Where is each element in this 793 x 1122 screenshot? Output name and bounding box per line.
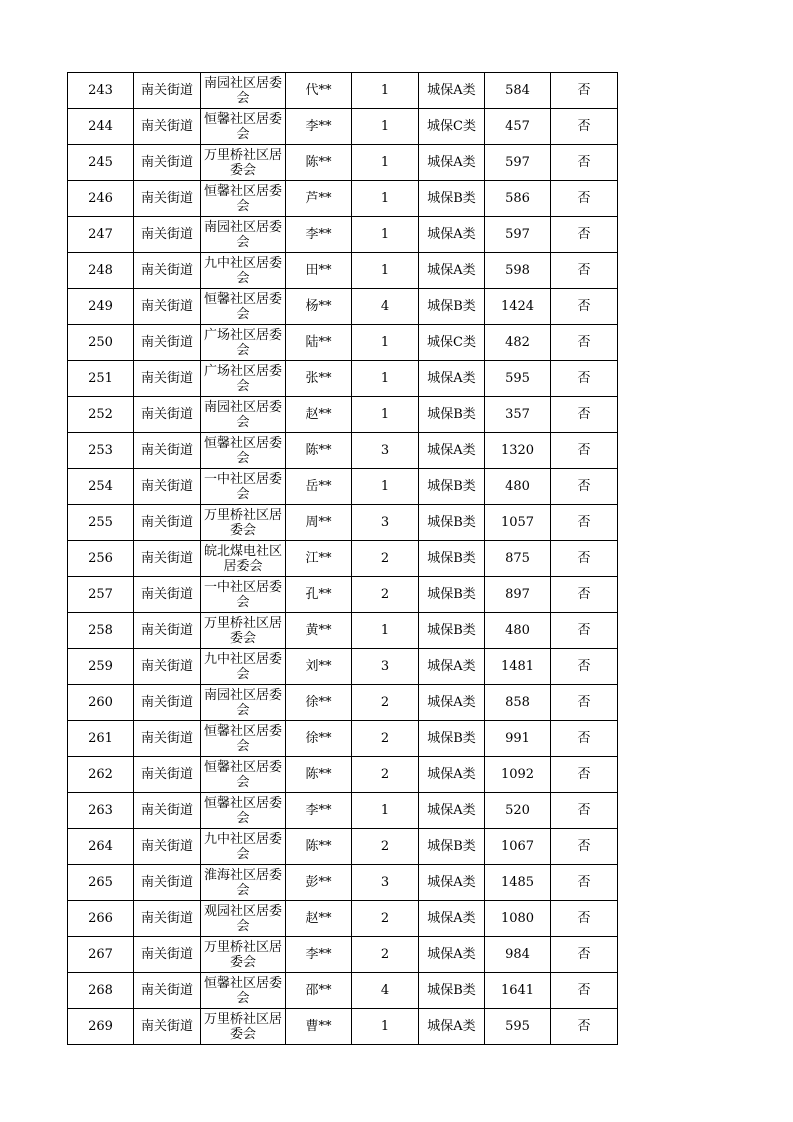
table-row bbox=[68, 433, 618, 469]
name-cell: 曹** bbox=[286, 1009, 352, 1045]
household-count-cell: 2 bbox=[352, 721, 419, 757]
street-cell: 南关街道 bbox=[134, 685, 201, 721]
name-cell: 徐** bbox=[286, 685, 352, 721]
community-cell: 九中社区居委会 bbox=[201, 253, 286, 289]
insurance-type-cell: 城保A类 bbox=[419, 253, 485, 289]
household-count-cell: 1 bbox=[352, 793, 419, 829]
flag-cell: 否 bbox=[551, 973, 618, 1009]
row-number-cell: 253 bbox=[68, 433, 134, 469]
insurance-type-cell: 城保B类 bbox=[419, 829, 485, 865]
table-row bbox=[68, 613, 618, 649]
insurance-type-cell: 城保A类 bbox=[419, 901, 485, 937]
community-cell: 万里桥社区居委会 bbox=[201, 505, 286, 541]
table-row bbox=[68, 73, 618, 109]
name-cell: 徐** bbox=[286, 721, 352, 757]
insurance-type-cell: 城保A类 bbox=[419, 361, 485, 397]
community-cell: 恒馨社区居委会 bbox=[201, 433, 286, 469]
table-row bbox=[68, 505, 618, 541]
household-count-cell: 1 bbox=[352, 613, 419, 649]
household-count-cell: 1 bbox=[352, 181, 419, 217]
table-row bbox=[68, 145, 618, 181]
household-count-cell: 4 bbox=[352, 289, 419, 325]
flag-cell: 否 bbox=[551, 361, 618, 397]
household-count-cell: 2 bbox=[352, 577, 419, 613]
amount-cell: 1481 bbox=[485, 649, 551, 685]
table-row bbox=[68, 829, 618, 865]
name-cell: 陈** bbox=[286, 145, 352, 181]
insurance-type-cell: 城保A类 bbox=[419, 1009, 485, 1045]
flag-cell: 否 bbox=[551, 577, 618, 613]
row-number-cell: 259 bbox=[68, 649, 134, 685]
amount-cell: 1641 bbox=[485, 973, 551, 1009]
name-cell: 李** bbox=[286, 109, 352, 145]
table-row bbox=[68, 937, 618, 973]
amount-cell: 480 bbox=[485, 613, 551, 649]
insurance-type-cell: 城保A类 bbox=[419, 73, 485, 109]
street-cell: 南关街道 bbox=[134, 469, 201, 505]
community-cell: 恒馨社区居委会 bbox=[201, 289, 286, 325]
table-row bbox=[68, 109, 618, 145]
row-number-cell: 250 bbox=[68, 325, 134, 361]
insurance-type-cell: 城保A类 bbox=[419, 649, 485, 685]
flag-cell: 否 bbox=[551, 541, 618, 577]
flag-cell: 否 bbox=[551, 649, 618, 685]
table-row bbox=[68, 577, 618, 613]
community-cell: 广场社区居委会 bbox=[201, 361, 286, 397]
community-cell: 一中社区居委会 bbox=[201, 469, 286, 505]
community-cell: 恒馨社区居委会 bbox=[201, 757, 286, 793]
street-cell: 南关街道 bbox=[134, 757, 201, 793]
amount-cell: 598 bbox=[485, 253, 551, 289]
name-cell: 田** bbox=[286, 253, 352, 289]
table-row bbox=[68, 289, 618, 325]
table-row bbox=[68, 649, 618, 685]
row-number-cell: 261 bbox=[68, 721, 134, 757]
insurance-type-cell: 城保B类 bbox=[419, 577, 485, 613]
table-body bbox=[68, 73, 618, 1045]
flag-cell: 否 bbox=[551, 469, 618, 505]
insurance-type-cell: 城保A类 bbox=[419, 937, 485, 973]
insurance-type-cell: 城保B类 bbox=[419, 973, 485, 1009]
table-row bbox=[68, 757, 618, 793]
community-cell: 南园社区居委会 bbox=[201, 217, 286, 253]
row-number-cell: 243 bbox=[68, 73, 134, 109]
amount-cell: 597 bbox=[485, 217, 551, 253]
community-cell: 淮海社区居委会 bbox=[201, 865, 286, 901]
flag-cell: 否 bbox=[551, 145, 618, 181]
street-cell: 南关街道 bbox=[134, 613, 201, 649]
street-cell: 南关街道 bbox=[134, 505, 201, 541]
community-cell: 万里桥社区居委会 bbox=[201, 937, 286, 973]
street-cell: 南关街道 bbox=[134, 793, 201, 829]
row-number-cell: 248 bbox=[68, 253, 134, 289]
table-row bbox=[68, 469, 618, 505]
insurance-type-cell: 城保A类 bbox=[419, 865, 485, 901]
household-count-cell: 1 bbox=[352, 73, 419, 109]
row-number-cell: 256 bbox=[68, 541, 134, 577]
household-count-cell: 2 bbox=[352, 829, 419, 865]
community-cell: 恒馨社区居委会 bbox=[201, 973, 286, 1009]
street-cell: 南关街道 bbox=[134, 973, 201, 1009]
insurance-type-cell: 城保B类 bbox=[419, 397, 485, 433]
name-cell: 陈** bbox=[286, 829, 352, 865]
insurance-type-cell: 城保A类 bbox=[419, 793, 485, 829]
household-count-cell: 3 bbox=[352, 505, 419, 541]
community-cell: 皖北煤电社区居委会 bbox=[201, 541, 286, 577]
flag-cell: 否 bbox=[551, 289, 618, 325]
row-number-cell: 254 bbox=[68, 469, 134, 505]
street-cell: 南关街道 bbox=[134, 217, 201, 253]
amount-cell: 991 bbox=[485, 721, 551, 757]
community-cell: 万里桥社区居委会 bbox=[201, 613, 286, 649]
household-count-cell: 4 bbox=[352, 973, 419, 1009]
name-cell: 彭** bbox=[286, 865, 352, 901]
flag-cell: 否 bbox=[551, 865, 618, 901]
table-row bbox=[68, 181, 618, 217]
name-cell: 黄** bbox=[286, 613, 352, 649]
flag-cell: 否 bbox=[551, 829, 618, 865]
amount-cell: 875 bbox=[485, 541, 551, 577]
name-cell: 赵** bbox=[286, 397, 352, 433]
street-cell: 南关街道 bbox=[134, 109, 201, 145]
name-cell: 周** bbox=[286, 505, 352, 541]
amount-cell: 984 bbox=[485, 937, 551, 973]
amount-cell: 1424 bbox=[485, 289, 551, 325]
street-cell: 南关街道 bbox=[134, 361, 201, 397]
insurance-type-cell: 城保B类 bbox=[419, 181, 485, 217]
flag-cell: 否 bbox=[551, 685, 618, 721]
name-cell: 邵** bbox=[286, 973, 352, 1009]
insurance-type-cell: 城保C类 bbox=[419, 325, 485, 361]
community-cell: 恒馨社区居委会 bbox=[201, 793, 286, 829]
community-cell: 一中社区居委会 bbox=[201, 577, 286, 613]
table-row bbox=[68, 901, 618, 937]
street-cell: 南关街道 bbox=[134, 577, 201, 613]
flag-cell: 否 bbox=[551, 793, 618, 829]
name-cell: 代** bbox=[286, 73, 352, 109]
amount-cell: 1057 bbox=[485, 505, 551, 541]
row-number-cell: 244 bbox=[68, 109, 134, 145]
insurance-type-cell: 城保A类 bbox=[419, 145, 485, 181]
name-cell: 芦** bbox=[286, 181, 352, 217]
name-cell: 李** bbox=[286, 217, 352, 253]
flag-cell: 否 bbox=[551, 253, 618, 289]
insurance-type-cell: 城保A类 bbox=[419, 685, 485, 721]
flag-cell: 否 bbox=[551, 721, 618, 757]
table-row bbox=[68, 397, 618, 433]
name-cell: 陈** bbox=[286, 433, 352, 469]
household-count-cell: 1 bbox=[352, 253, 419, 289]
household-count-cell: 1 bbox=[352, 397, 419, 433]
row-number-cell: 251 bbox=[68, 361, 134, 397]
name-cell: 张** bbox=[286, 361, 352, 397]
insurance-type-cell: 城保C类 bbox=[419, 109, 485, 145]
table-row bbox=[68, 865, 618, 901]
row-number-cell: 246 bbox=[68, 181, 134, 217]
street-cell: 南关街道 bbox=[134, 901, 201, 937]
row-number-cell: 264 bbox=[68, 829, 134, 865]
community-cell: 南园社区居委会 bbox=[201, 685, 286, 721]
community-cell: 恒馨社区居委会 bbox=[201, 109, 286, 145]
street-cell: 南关街道 bbox=[134, 433, 201, 469]
flag-cell: 否 bbox=[551, 433, 618, 469]
street-cell: 南关街道 bbox=[134, 325, 201, 361]
household-count-cell: 1 bbox=[352, 1009, 419, 1045]
row-number-cell: 267 bbox=[68, 937, 134, 973]
row-number-cell: 268 bbox=[68, 973, 134, 1009]
household-count-cell: 1 bbox=[352, 109, 419, 145]
row-number-cell: 266 bbox=[68, 901, 134, 937]
insurance-type-cell: 城保A类 bbox=[419, 433, 485, 469]
street-cell: 南关街道 bbox=[134, 937, 201, 973]
household-count-cell: 3 bbox=[352, 433, 419, 469]
name-cell: 李** bbox=[286, 793, 352, 829]
household-count-cell: 2 bbox=[352, 757, 419, 793]
name-cell: 杨** bbox=[286, 289, 352, 325]
amount-cell: 586 bbox=[485, 181, 551, 217]
amount-cell: 595 bbox=[485, 361, 551, 397]
amount-cell: 858 bbox=[485, 685, 551, 721]
flag-cell: 否 bbox=[551, 325, 618, 361]
name-cell: 李** bbox=[286, 937, 352, 973]
household-count-cell: 1 bbox=[352, 361, 419, 397]
community-cell: 万里桥社区居委会 bbox=[201, 145, 286, 181]
insurance-type-cell: 城保B类 bbox=[419, 541, 485, 577]
insurance-type-cell: 城保A类 bbox=[419, 757, 485, 793]
household-count-cell: 2 bbox=[352, 541, 419, 577]
household-count-cell: 1 bbox=[352, 325, 419, 361]
table-row bbox=[68, 217, 618, 253]
amount-cell: 597 bbox=[485, 145, 551, 181]
community-cell: 南园社区居委会 bbox=[201, 73, 286, 109]
street-cell: 南关街道 bbox=[134, 649, 201, 685]
flag-cell: 否 bbox=[551, 613, 618, 649]
row-number-cell: 255 bbox=[68, 505, 134, 541]
street-cell: 南关街道 bbox=[134, 829, 201, 865]
insurance-type-cell: 城保B类 bbox=[419, 289, 485, 325]
flag-cell: 否 bbox=[551, 73, 618, 109]
insurance-type-cell: 城保A类 bbox=[419, 217, 485, 253]
row-number-cell: 257 bbox=[68, 577, 134, 613]
street-cell: 南关街道 bbox=[134, 289, 201, 325]
table-row bbox=[68, 325, 618, 361]
community-cell: 广场社区居委会 bbox=[201, 325, 286, 361]
amount-cell: 480 bbox=[485, 469, 551, 505]
insurance-type-cell: 城保B类 bbox=[419, 469, 485, 505]
row-number-cell: 247 bbox=[68, 217, 134, 253]
amount-cell: 482 bbox=[485, 325, 551, 361]
table-row bbox=[68, 1009, 618, 1045]
flag-cell: 否 bbox=[551, 181, 618, 217]
flag-cell: 否 bbox=[551, 757, 618, 793]
community-cell: 南园社区居委会 bbox=[201, 397, 286, 433]
flag-cell: 否 bbox=[551, 217, 618, 253]
table-row bbox=[68, 973, 618, 1009]
amount-cell: 520 bbox=[485, 793, 551, 829]
row-number-cell: 262 bbox=[68, 757, 134, 793]
amount-cell: 595 bbox=[485, 1009, 551, 1045]
amount-cell: 584 bbox=[485, 73, 551, 109]
flag-cell: 否 bbox=[551, 505, 618, 541]
name-cell: 陆** bbox=[286, 325, 352, 361]
street-cell: 南关街道 bbox=[134, 397, 201, 433]
amount-cell: 897 bbox=[485, 577, 551, 613]
row-number-cell: 245 bbox=[68, 145, 134, 181]
insurance-type-cell: 城保B类 bbox=[419, 613, 485, 649]
community-cell: 九中社区居委会 bbox=[201, 649, 286, 685]
flag-cell: 否 bbox=[551, 1009, 618, 1045]
row-number-cell: 249 bbox=[68, 289, 134, 325]
flag-cell: 否 bbox=[551, 397, 618, 433]
row-number-cell: 265 bbox=[68, 865, 134, 901]
name-cell: 刘** bbox=[286, 649, 352, 685]
name-cell: 江** bbox=[286, 541, 352, 577]
flag-cell: 否 bbox=[551, 901, 618, 937]
household-count-cell: 2 bbox=[352, 937, 419, 973]
records-table bbox=[67, 72, 618, 1045]
household-count-cell: 1 bbox=[352, 217, 419, 253]
row-number-cell: 258 bbox=[68, 613, 134, 649]
row-number-cell: 252 bbox=[68, 397, 134, 433]
insurance-type-cell: 城保B类 bbox=[419, 721, 485, 757]
table-row bbox=[68, 793, 618, 829]
table-row bbox=[68, 253, 618, 289]
street-cell: 南关街道 bbox=[134, 721, 201, 757]
name-cell: 岳** bbox=[286, 469, 352, 505]
table-row bbox=[68, 685, 618, 721]
flag-cell: 否 bbox=[551, 109, 618, 145]
community-cell: 观园社区居委会 bbox=[201, 901, 286, 937]
table-row bbox=[68, 361, 618, 397]
street-cell: 南关街道 bbox=[134, 1009, 201, 1045]
name-cell: 孔** bbox=[286, 577, 352, 613]
community-cell: 万里桥社区居委会 bbox=[201, 1009, 286, 1045]
name-cell: 赵** bbox=[286, 901, 352, 937]
household-count-cell: 3 bbox=[352, 865, 419, 901]
table-row bbox=[68, 541, 618, 577]
row-number-cell: 263 bbox=[68, 793, 134, 829]
amount-cell: 457 bbox=[485, 109, 551, 145]
household-count-cell: 2 bbox=[352, 901, 419, 937]
household-count-cell: 1 bbox=[352, 469, 419, 505]
street-cell: 南关街道 bbox=[134, 253, 201, 289]
household-count-cell: 2 bbox=[352, 685, 419, 721]
insurance-type-cell: 城保B类 bbox=[419, 505, 485, 541]
amount-cell: 357 bbox=[485, 397, 551, 433]
community-cell: 恒馨社区居委会 bbox=[201, 721, 286, 757]
amount-cell: 1067 bbox=[485, 829, 551, 865]
community-cell: 九中社区居委会 bbox=[201, 829, 286, 865]
household-count-cell: 1 bbox=[352, 145, 419, 181]
street-cell: 南关街道 bbox=[134, 145, 201, 181]
amount-cell: 1092 bbox=[485, 757, 551, 793]
street-cell: 南关街道 bbox=[134, 181, 201, 217]
row-number-cell: 260 bbox=[68, 685, 134, 721]
street-cell: 南关街道 bbox=[134, 73, 201, 109]
amount-cell: 1320 bbox=[485, 433, 551, 469]
community-cell: 恒馨社区居委会 bbox=[201, 181, 286, 217]
amount-cell: 1485 bbox=[485, 865, 551, 901]
table-row bbox=[68, 721, 618, 757]
street-cell: 南关街道 bbox=[134, 865, 201, 901]
name-cell: 陈** bbox=[286, 757, 352, 793]
flag-cell: 否 bbox=[551, 937, 618, 973]
street-cell: 南关街道 bbox=[134, 541, 201, 577]
amount-cell: 1080 bbox=[485, 901, 551, 937]
row-number-cell: 269 bbox=[68, 1009, 134, 1045]
household-count-cell: 3 bbox=[352, 649, 419, 685]
